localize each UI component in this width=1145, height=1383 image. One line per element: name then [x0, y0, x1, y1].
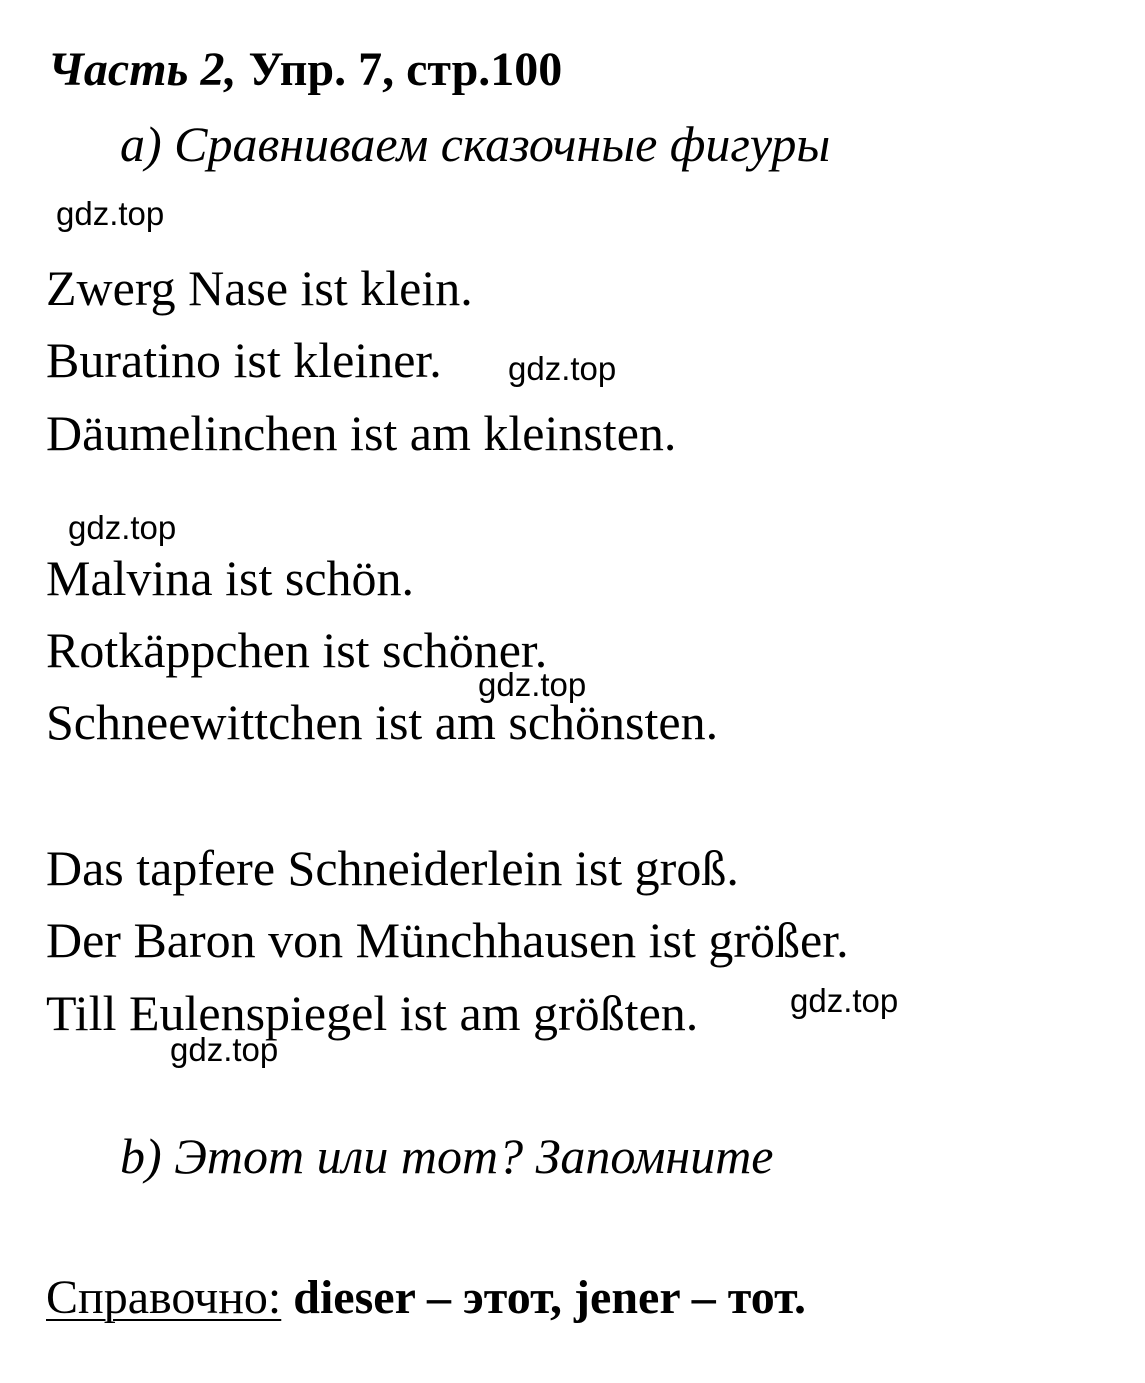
watermark: gdz.top [508, 350, 617, 387]
section-b-heading: b) Этот или тот? Запомните [120, 1128, 774, 1184]
sentence-line: Zwerg Nase ist klein. [46, 260, 473, 316]
section-a-heading: a) Сравниваем сказочные фигуры [120, 116, 831, 172]
sentence-line: Buratino ist kleiner. [46, 332, 442, 388]
sentence-line: Däumelinchen ist am kleinsten. [46, 405, 677, 461]
sentence-line: Das tapfere Schneiderlein ist groß. [46, 840, 739, 896]
reference-text: dieser – этот, jener – тот. [281, 1271, 807, 1324]
reference-label: Справочно: [46, 1271, 282, 1324]
watermark: gdz.top [68, 509, 177, 546]
reference-note [46, 1268, 806, 1328]
watermark: gdz.top [790, 982, 899, 1019]
sentence-line: Till Eulenspiegel ist am größten. [46, 985, 699, 1041]
sentence-line: Der Baron von Münchhausen ist größer. [46, 912, 849, 968]
part-label: Часть 2, [48, 43, 237, 96]
sentence-line: Schneewittchen ist am schönsten. [46, 694, 719, 750]
page-title [48, 40, 562, 100]
watermark: gdz.top [56, 195, 165, 232]
watermark: gdz.top [478, 666, 587, 703]
sentence-line: Malvina ist schön. [46, 550, 415, 606]
exercise-label: Упр. 7, стр.100 [236, 43, 563, 96]
watermark: gdz.top [170, 1031, 279, 1068]
sentence-line: Rotkäppchen ist schöner. [46, 622, 548, 678]
